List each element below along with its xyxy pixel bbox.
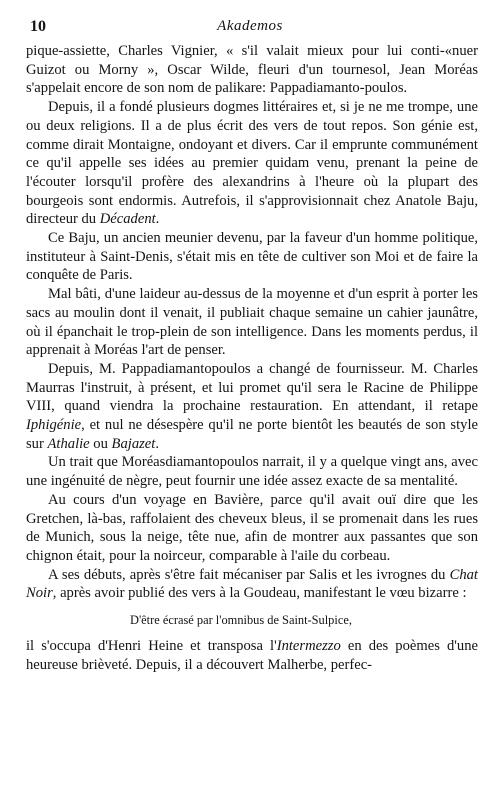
text-run: Depuis, il a fondé plusieurs dogmes littéraires et, si je ne me trompe, une ou deux religions. Il a de plus écrit des vers de tout repos. Son génie est, comme dirait Montaigne, ondoyant et divers. Car il emprunte communément ce qu'il appelle ses idées au premier quidam venu, prenant la peine de l'écouter lorsqu'il profère des alexandrins à l'heure où la plupart des bourgeois sont endormis. Autrefois, il s'approvisionnait chez Anatole Baju, directeur du (26, 99, 478, 228)
text-run: ou (89, 435, 112, 452)
text-run: , après avoir publié des vers à la Goudeau, manifestant le vœu bizarre : (52, 585, 467, 602)
page-header (30, 18, 470, 38)
paragraph-closing (26, 637, 478, 674)
paragraph (26, 229, 478, 285)
paragraph (26, 360, 478, 454)
page-number: 10 (30, 18, 46, 35)
text-run: A ses débuts, après s'être fait mécaniser par Salis et les ivrognes du (48, 566, 450, 583)
text-run: Au cours d'un voyage en Bavière, parce qu'il avait ouï dire que les Gretchen, là-bas, raffolaient des cheveux bleus, il se promenait dans les rues de Munich, sous la neige, tête nue, afin de montrer aux passantes que son chignon était, pour la noirceur, comparable à l'aile du corbeau. (26, 491, 478, 564)
text-run: Ce Baju, un ancien meunier devenu, par la faveur d'un homme politique, instituteur à Saint-Denis, s'était mis en tête de cultiver son Moi et de faire la conquête de Paris. (26, 230, 478, 284)
text-run: . (155, 435, 159, 452)
text-run: , et nul ne désespère qu'il ne porte bientôt les beautés de son style sur (26, 417, 478, 452)
text-run: en des poèmes d'une heureuse brièveté. Depuis, il a découvert Malherbe, perfec- (26, 638, 478, 673)
italic-title: Intermezzo (276, 638, 341, 655)
paragraph (26, 285, 478, 360)
paragraph (26, 98, 478, 229)
italic-title: Iphigénie (26, 417, 82, 434)
italic-title: Décadent (99, 211, 156, 228)
text-run: pique-assiette, Charles Vignier, « s'il valait mieux pour lui conti-«nuer Guizot ou Morny », Oscar Wilde, fleuri d'un tournesol, Jean Moréas s'appelait encore de son nom de palikare: Pappadiamanto-poulos. (26, 43, 478, 97)
text-run: Depuis, M. Pappadiamantopoulos a changé de fournisseur. M. Charles Maurras l'instruit, à présent, et lui promet qu'il sera le Racine de Philippe VIII, quand viendra la prochaine restauration. En attendant, il retape (26, 360, 478, 415)
page-body (26, 42, 478, 675)
text-run: Mal bâti, d'une laideur au-dessus de la moyenne et d'un esprit à porter les sacs au moulin dont il venait, il publiait chaque semaine un cahier jaunâtre, où il épanchait le trop-plein de son intelligence. Dans les moments perdus, il apprenait à Moréas l'art de penser. (26, 286, 478, 359)
paragraph (26, 453, 478, 490)
italic-title: Athalie (47, 435, 90, 452)
paragraph (26, 566, 478, 603)
italic-title: Chat Noir (26, 566, 478, 602)
running-title: Akademos (217, 18, 283, 34)
paragraph (26, 42, 478, 98)
italic-title: Bajazet (111, 435, 156, 452)
text-run: . (155, 211, 160, 228)
text-run: il s'occupa d'Henri Heine et transposa l' (26, 638, 277, 655)
text-run: Un trait que Moréasdiamantopoulos narrait, il y a quelque vingt ans, avec une ingénuité de nègre, peut fournir une idée assez exacte de sa mentalité. (26, 454, 478, 490)
paragraph (26, 491, 478, 566)
verse-quote: D'être écrasé par l'omnibus de Saint-Sulpice, (130, 613, 352, 628)
